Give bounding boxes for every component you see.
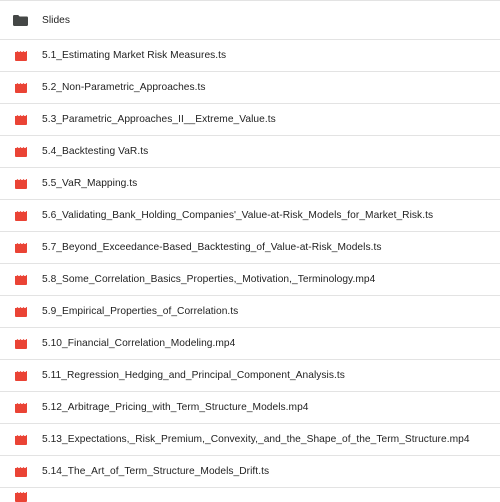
file-name: 5.12_Arbitrage_Pricing_with_Term_Structure_Models.mp4 (42, 402, 309, 413)
video-file-icon (13, 370, 28, 381)
file-name: 5.1_Estimating Market Risk Measures.ts (42, 50, 227, 61)
list-item[interactable] (0, 232, 500, 264)
list-item[interactable] (0, 136, 500, 168)
file-name: 5.8_Some_Correlation_Basics_Properties,_Motivation,_Terminology.mp4 (42, 274, 376, 285)
list-item[interactable] (0, 424, 500, 456)
list-item[interactable] (0, 168, 500, 200)
file-name: 5.7_Beyond_Exceedance-Based_Backtesting_of_Value-at-Risk_Models.ts (42, 242, 382, 253)
folder-icon (13, 15, 28, 26)
video-file-icon (13, 50, 28, 61)
video-file-icon (13, 210, 28, 221)
video-file-icon (13, 242, 28, 253)
list-item[interactable] (0, 456, 500, 488)
video-file-icon (13, 178, 28, 189)
video-file-icon (13, 146, 28, 157)
file-name: 5.11_Regression_Hedging_and_Principal_Component_Analysis.ts (42, 370, 345, 381)
list-item[interactable] (0, 0, 500, 40)
file-name: 5.13_Expectations,_Risk_Premium,_Convexity,_and_the_Shape_of_the_Term_Structure.mp4 (42, 434, 470, 445)
file-name: 5.3_Parametric_Approaches_II__Extreme_Value.ts (42, 114, 276, 125)
list-item[interactable] (0, 40, 500, 72)
file-name: 5.9_Empirical_Properties_of_Correlation.ts (42, 306, 239, 317)
file-name: 5.10_Financial_Correlation_Modeling.mp4 (42, 338, 236, 349)
video-file-icon (13, 114, 28, 125)
video-file-icon (13, 466, 28, 477)
file-name: 5.5_VaR_Mapping.ts (42, 178, 138, 189)
file-name: 5.14_The_Art_of_Term_Structure_Models_Drift.ts (42, 466, 270, 477)
list-item[interactable] (0, 200, 500, 232)
list-item[interactable] (0, 392, 500, 424)
video-file-icon (13, 82, 28, 93)
list-item[interactable] (0, 264, 500, 296)
list-item[interactable] (0, 296, 500, 328)
list-item[interactable] (0, 72, 500, 104)
video-file-icon (13, 402, 28, 413)
file-name: 5.2_Non-Parametric_Approaches.ts (42, 82, 206, 93)
list-item[interactable] (0, 328, 500, 360)
file-name: Slides (42, 14, 71, 26)
list-item[interactable] (0, 104, 500, 136)
file-name: 5.4_Backtesting VaR.ts (42, 146, 149, 157)
video-file-icon (13, 434, 28, 445)
video-file-icon (13, 491, 28, 502)
list-item[interactable] (0, 360, 500, 392)
video-file-icon (13, 306, 28, 317)
video-file-icon (13, 338, 28, 349)
file-name: 5.6_Validating_Bank_Holding_Companies'_Value-at-Risk_Models_for_Market_Risk.ts (42, 210, 434, 221)
video-file-icon (13, 274, 28, 285)
